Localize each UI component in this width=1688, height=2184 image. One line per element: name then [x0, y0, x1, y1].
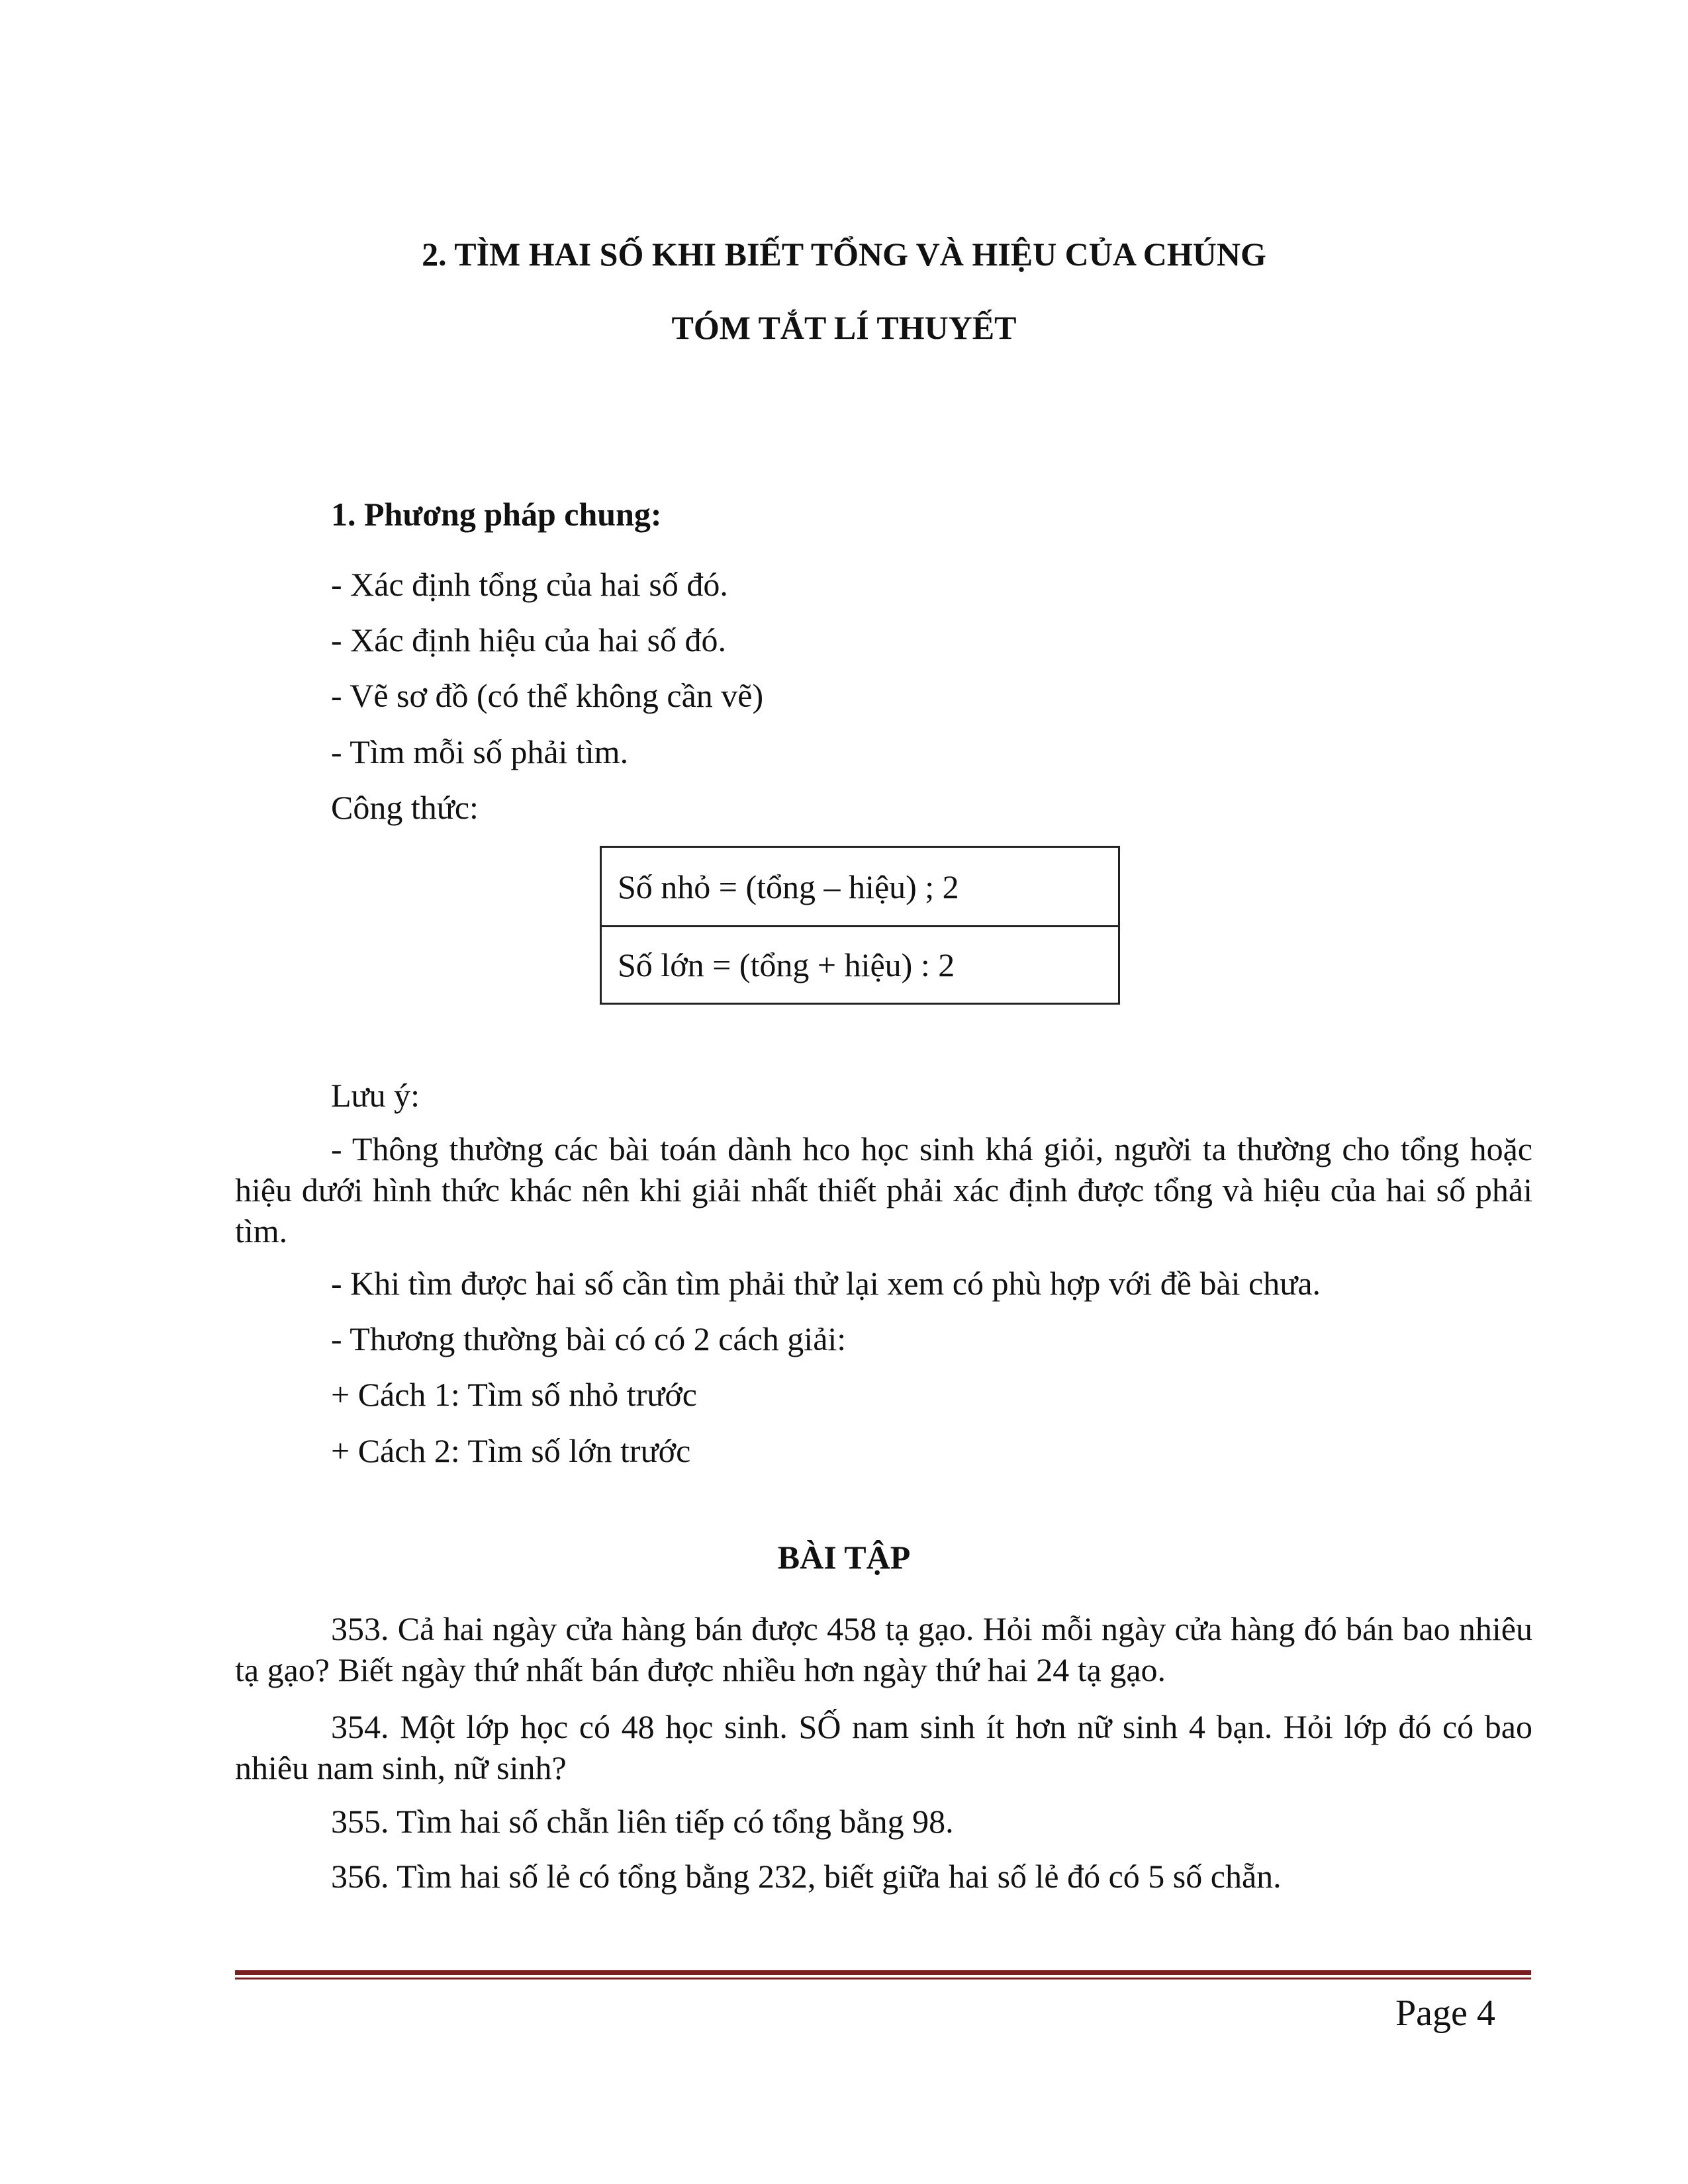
- exercise-text: 353. Cả hai ngày cửa hàng bán được 458 tạ gạo. Hỏi mỗi ngày cửa hàng đó bán bao nhiêu tạ gạo? Biết ngày thứ nhất bán được nhiều hơn ngày thứ hai 24 tạ gạo.: [235, 1610, 1532, 1688]
- exercise-text: 354. Một lớp học có 48 học sinh. SỐ nam sinh ít hơn nữ sinh 4 bạn. Hỏi lớp đó có bao nhiêu nam sinh, nữ sinh?: [235, 1708, 1532, 1786]
- method-heading: 1. Phương pháp chung:: [331, 496, 662, 533]
- footer-rule: [235, 1970, 1531, 1975]
- exercise-354: [235, 1706, 1532, 1788]
- note-item: - Khi tìm được hai số cần tìm phải thử lại xem có phù hợp với đề bài chưa.: [331, 1265, 1321, 1302]
- page-number: Page 4: [1395, 1993, 1495, 2034]
- method-step: - Vẽ sơ đồ (có thể không cần vẽ): [331, 677, 764, 714]
- formula-large-number: Số lớn = (tổng + hiệu) : 2: [602, 925, 1118, 1003]
- note-paragraph: [235, 1128, 1532, 1251]
- note-item: + Cách 2: Tìm số lớn trước: [331, 1432, 691, 1469]
- exercise-356: 356. Tìm hai số lẻ có tổng bằng 232, biết giữa hai số lẻ đó có 5 số chẵn.: [331, 1858, 1282, 1895]
- formula-table: [600, 846, 1120, 1005]
- notes-label: Lưu ý:: [331, 1077, 420, 1114]
- method-step: - Xác định tổng của hai số đó.: [331, 566, 728, 603]
- note-item: + Cách 1: Tìm số nhỏ trước: [331, 1376, 697, 1413]
- note-text: - Thông thường các bài toán dành hco học sinh khá giỏi, người ta thường cho tổng hoặc hiệu dưới hình thức khác nên khi giải nhất thiết phải xác định được tổng và hiệu của hai số phải tìm.: [235, 1130, 1532, 1250]
- method-step: - Xác định hiệu của hai số đó.: [331, 621, 727, 659]
- section-subtitle: TÓM TẮT LÍ THUYẾT: [671, 309, 1017, 346]
- page-title: 2. TÌM HAI SỐ KHI BIẾT TỔNG VÀ HIỆU CỦA CHÚNG: [422, 236, 1266, 273]
- method-step: - Tìm mỗi số phải tìm.: [331, 733, 629, 770]
- formula-label: Công thức:: [331, 789, 479, 826]
- note-item: - Thương thường bài có có 2 cách giải:: [331, 1320, 847, 1357]
- exercise-355: 355. Tìm hai số chẵn liên tiếp có tổng bằng 98.: [331, 1803, 954, 1840]
- exercises-title: BÀI TẬP: [777, 1539, 911, 1576]
- formula-small-number: Số nhỏ = (tổng – hiệu) ; 2: [618, 868, 959, 905]
- exercise-353: [235, 1608, 1532, 1690]
- footer-rule-thin: [235, 1978, 1531, 1979]
